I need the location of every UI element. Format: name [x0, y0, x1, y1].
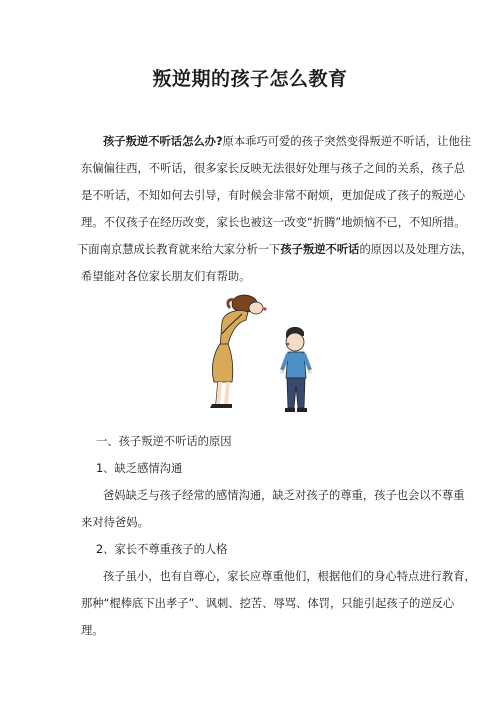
child-figure	[280, 327, 312, 412]
intro-line-2: 东偏偏往西，不听话，很多家长反映无法很好处理与孩子之间的关系，孩子总	[81, 162, 466, 175]
para-2-line-2: 那种“棍棒底下出孝子”、讽刺、挖苦、辱骂、体罚，只能引起孩子的逆反心	[81, 597, 455, 610]
para-1-line-1: 爸妈缺乏与孩子经常的感情沟通，缺乏对孩子的尊重，孩子也会以不尊重	[103, 489, 465, 502]
intro-line-1: 孩子叛逆不听话怎么办?原本乖巧可爱的孩子突然变得叛逆不听话，让他往	[103, 135, 472, 148]
mother-child-illustration	[180, 286, 330, 421]
subheading-1: 1、缺乏感情沟通	[96, 462, 183, 475]
intro-line-6: 希望能对各位家长朋友们有帮助。	[81, 270, 251, 283]
section-heading: 一、孩子叛逆不听话的原因	[96, 435, 232, 448]
intro-line-4: 理。不仅孩子在经历改变，家长也被这一改变“折腾”地烦恼不已，不知所措。	[81, 216, 466, 229]
mother-figure	[210, 295, 267, 408]
page-title: 叛逆期的孩子怎么教育	[152, 68, 348, 90]
intro-paragraph	[77, 128, 473, 290]
intro-bold-keyword: 孩子叛逆不听话	[280, 243, 360, 256]
subheading-2: 2、家长不尊重孩子的人格	[96, 543, 228, 556]
para-1-line-2: 来对待爸妈。	[81, 516, 149, 529]
intro-line-5: 下面南京慧成长教育就来给大家分析一下孩子叛逆不听话的原因以及处理方法，	[77, 243, 473, 256]
section-1	[81, 428, 476, 644]
intro-line-3: 是不听话，不知如何去引导，有时候会非常不耐烦，更加促成了孩子的叛逆心	[81, 189, 466, 202]
para-2-line-1: 孩子虽小，也有自尊心，家长应尊重他们，根据他们的身心特点进行教育，	[103, 570, 476, 583]
intro-bold-question: 孩子叛逆不听话怎么办?	[103, 135, 223, 148]
para-2-line-3: 理。	[81, 624, 104, 637]
